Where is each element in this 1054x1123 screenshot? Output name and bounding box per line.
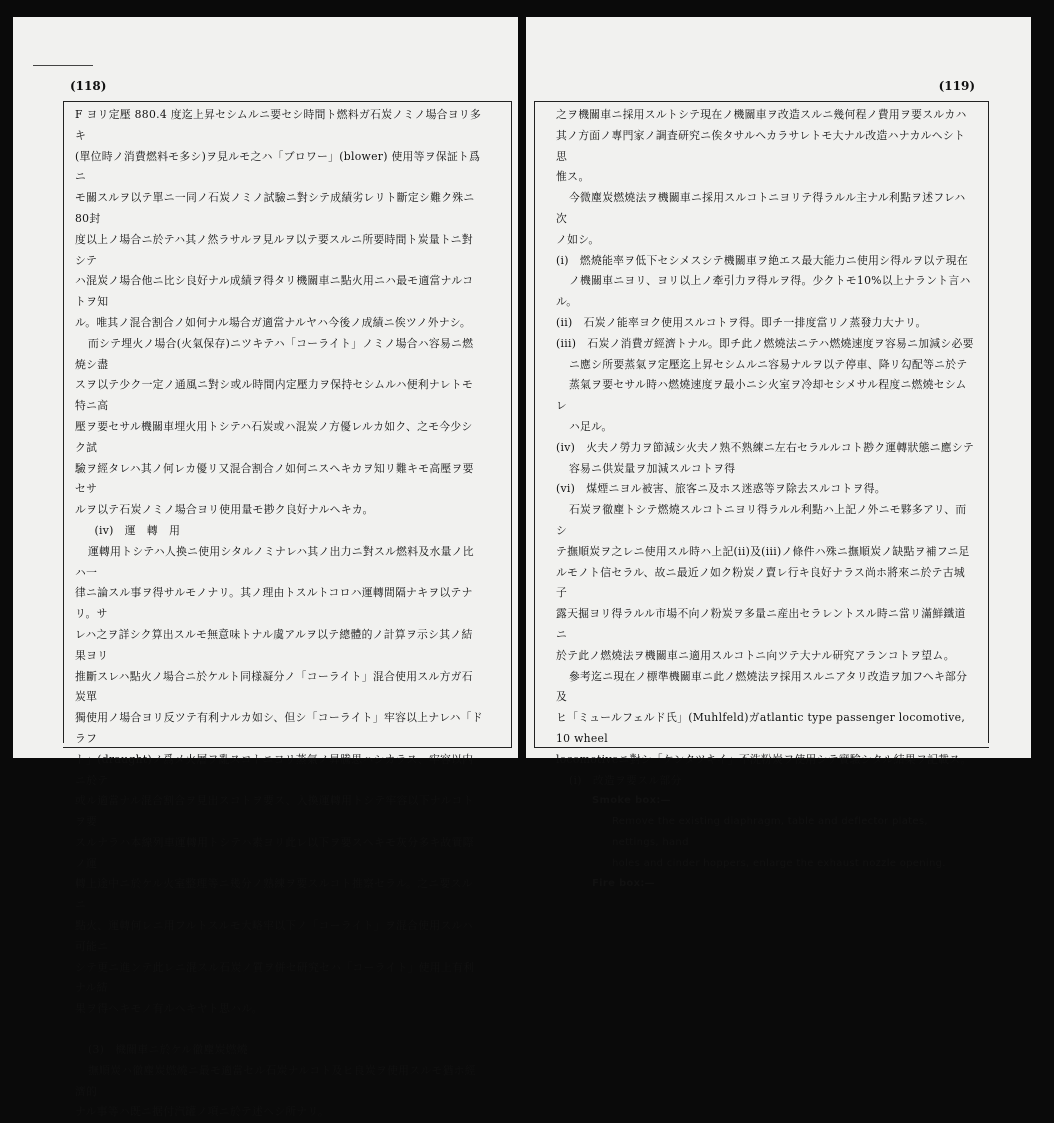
text-line: 獨使用ノ場合ヨリ反ツテ有利ナルカ如シ、但シ「コーライト」牢容以上ナレハ「ドラフ bbox=[75, 711, 483, 745]
text-line: 點火、運轉何レニ用フルトスルモ大略牢以下ノ「コーライト」ヲ混合使用スルハ可能ニ bbox=[75, 919, 473, 953]
text-line: 轉上途中ニ於ケル火室整理等ニ幾分ノ熟練ヲ要スルコト推察セラル。之ニ要スルニ bbox=[75, 877, 473, 912]
text-line: 撫順炭ハ徹塵炭燃燒ニ最モ適當セル石炭ナルコト及ヒ良炭ヲ使用スルモ猶ホ經濟的 bbox=[75, 1063, 476, 1098]
text-line: holes and cinder hoppers, enlarge the exhaust nozzle opening. bbox=[612, 857, 946, 869]
left-body-text bbox=[75, 105, 483, 1123]
text-line: F ヨリ定壓 880.4 度迄上昇セシムルニ要セシ時間ト燃料ガ石炭ノミノ場合ヨリ多キ bbox=[75, 108, 482, 142]
text-line: ノ如シ。 bbox=[556, 232, 600, 246]
page-number-right: (119) bbox=[938, 79, 975, 93]
text-line: (單位時ノ消費燃料モ多シ)ヲ見ルモ之ハ「ブロワー」(blower) 使用等ヲ保証ト爲ニ bbox=[75, 149, 481, 184]
section-heading: (iv) 運 轉 用 bbox=[94, 523, 181, 537]
list-item: (i) 燃燒能率ヲ低下セシメスシテ機關車ヲ絶エス最大能力ニ使用シ得ルヲ以テ現在 bbox=[556, 253, 968, 267]
text-line: レハ之ヲ詳シク算出スルモ無意味トナル虞アルヲ以テ總體的ノ計算ヲ示シ其ノ結果ヨリ bbox=[75, 627, 473, 662]
list-item: (ii) 石炭ノ能率ヨク使用スルコトヲ得。即チ一排度當リノ蒸發力大ナリ。 bbox=[556, 315, 927, 329]
right-body-text bbox=[556, 105, 976, 895]
subheading-fire-box: Fire box:— bbox=[592, 878, 655, 890]
text-line: シテ更ニ進ンテ此レニ混スル石炭ノ質ヲ併セ研究セハ「コーライト」使用上有利ナル結 bbox=[75, 960, 475, 995]
page-number-left: (118) bbox=[70, 79, 107, 93]
text-line: locomotiveニ對シ「ケンタツキイ」不洗粉炭ヲ使用シテ實驗シタル結果ヲ記載ス。 bbox=[556, 752, 972, 766]
text-line: 果ヲ得ヘキモノ有ルヘキヤト思ハル。 bbox=[75, 1002, 263, 1016]
text-line: モ關スルヲ以テ單ニ一同ノ石炭ノミノ試驗ニ對シテ成績劣レリト斷定シ難ク殊ニ80封 bbox=[75, 191, 475, 225]
text-line: ハ混炭ノ場合他ニ比シ良好ナル成績ヲ得タリ機關車ニ點火用ニハ最モ適當ナルコトヲ知 bbox=[75, 274, 474, 309]
right-page bbox=[526, 17, 1031, 890]
text-line: Remove the existing diaphragm, table and deflector plates, nettings, hand bbox=[612, 816, 928, 848]
subheading-smoke-box: Smoke box:— bbox=[592, 795, 671, 807]
margin-mark bbox=[33, 65, 93, 66]
text-line: ト」(draught)ノ爲メ火層ヲ亂スコトニヨリ蒸氣ノ昇騰思ハシカラス、牢容以内ニ於テ bbox=[75, 752, 474, 787]
text-line: ハ足ル。 bbox=[568, 419, 613, 433]
text-line: 或ル適當ナル混合割合ヲ見出スコトヲ要ス、入換運轉用トシテ牢容以下ナルコトヲ要 bbox=[75, 794, 474, 829]
text-line: ニ應シ所要蒸氣ヲ定壓迄上昇セシムルニ容易ナルヲ以テ停車、降リ勾配等ニ於テ bbox=[568, 357, 968, 371]
text-line: スルナラハ本線列車運轉用トシテハ素ヨリ此レ以下ヲ要スヘキモ灰分多キ故實際ノ運 bbox=[75, 835, 474, 870]
list-item: (iii) 石炭ノ消費ガ經濟トナル。即チ此ノ燃燒法ニテハ燃燒速度ヲ容易ニ加減シ必要 bbox=[556, 336, 974, 350]
text-line: ル。唯其ノ混合割合ノ如何ナル場合ガ適當ナルヤハ今後ノ成績ニ俟ツノ外ナシ。 bbox=[75, 315, 472, 329]
text-line: 運轉用トシテハ人換ニ使用シタルノミナレハ其ノ出力ニ對スル燃料及水量ノ比ハ一 bbox=[75, 544, 474, 579]
text-line: 石炭ヲ徹塵トシテ燃燒スルコトニヨリ得ラルル利點ハ上記ノ外ニモ夥多アリ、而シ bbox=[556, 503, 967, 537]
text-line: 參考迄ニ現在ノ標準機關車ニ此ノ燃燒法ヲ採用スルニアタリ改造ヲ加フヘキ部分及 bbox=[556, 669, 968, 704]
text-line: 之ヲ機關車ニ採用スルトシテ現在ノ機關車ヲ改造スルニ幾何程ノ費用ヲ要スルカハ bbox=[556, 108, 967, 121]
text-line: 蒸氣ヲ要セサル時ハ燃燒速度ヲ最小ニシ火室ヲ冷却セシメサル程度ニ燃燒セシムレ bbox=[556, 378, 967, 413]
text-line: 於テ此ノ燃燒法ヲ機關車ニ適用スルコトニ向ツテ大ナル研究アランコトヲ望ム。 bbox=[556, 648, 955, 662]
text-line: 律ニ論スル事ヲ得サルモノナリ。其ノ理由トスルトコロハ運轉間隔ナキヲ以テナリ。サ bbox=[75, 586, 473, 621]
text-line: 而シテ埋火ノ場合(火氣保存)ニツキテハ「コーライト」ノミノ場合ハ容易ニ燃焼シ盡 bbox=[75, 336, 474, 371]
text-line: 壓ヲ要セサル機關車埋火用トシテハ石炭或ハ混炭ノ方優レルカ如ク、之モ今少シク試 bbox=[75, 419, 473, 454]
text-line: 度以上ノ場合ニ於テハ其ノ然ラサルヲ見ルヲ以テ要スルニ所要時間ト炭量トニ對シテ bbox=[75, 232, 473, 267]
text-line: 驗ヲ經タレハ其ノ何レカ優リ又混合割合ノ如何ニスヘキカヲ知リ難キモ高壓ヲ要セサ bbox=[75, 461, 474, 496]
text-line: テ撫順炭ヲ之レニ使用スル時ハ上記(ii)及(iii)ノ條件ハ殊ニ撫順炭ノ缺點ヲ補フニ足 bbox=[556, 544, 970, 558]
text-line: ノ機關車ニヨリ、ヨリ以上ノ牽引力ヲ得ルヲ得。少クトモ10%以上ナラント言ハル。 bbox=[556, 274, 971, 309]
text-line: ルヲ以テ石炭ノミノ場合ヨリ使用量モ尠ク良好ナルヘキカ。 bbox=[75, 503, 374, 517]
text-line: 今微塵炭燃燒法ヲ機關車ニ採用スルコトニヨリテ得ラルル主ナル利點ヲ述フレハ次 bbox=[556, 191, 966, 225]
text-line: 推斷スレハ點火ノ場合ニ於ケルト同様凝分ノ「コーライト」混合使用スル方ガ石炭單 bbox=[75, 669, 473, 704]
text-line: 其ノ方面ノ專門家ノ調査研究ニ俟タサルヘカラサレトモ大ナル改造ハナカルヘシト思 bbox=[556, 128, 966, 163]
text-line: ナル事等ハ既ニ据付汽罐ノ項ニ於テ述ヘシ所ナリ。 bbox=[75, 1105, 330, 1119]
text-line: 惟ス。 bbox=[556, 170, 590, 184]
section-heading: (i) 改造ヲ要スル部分 bbox=[568, 773, 682, 787]
section-heading: (3) 機關車ニ於ケル徹塵炭燃燒 bbox=[87, 1043, 248, 1057]
text-line: ヒ「ミュールフェルド氏」(Muhlfeld)ガatlantic type passenger locomotive, 10 wheel bbox=[556, 711, 966, 745]
list-item: (iv) 火夫ノ勞力ヲ節減シ火夫ノ熟不熟練ニ左右セラルルコト尠ク運轉狀態ニ應シテ bbox=[556, 440, 975, 454]
text-line: 容易ニ供炭量ヲ加減スルコトヲ得 bbox=[568, 461, 736, 475]
left-page bbox=[13, 17, 518, 1119]
list-item: (vi) 煤煙ニヨル被害、旅客ニ及ホス迷惑等ヲ除去スルコトヲ得。 bbox=[556, 482, 886, 496]
text-line: 露天掘ヨリ得ラルル市場不向ノ粉炭ヲ多量ニ産出セラレントスル時ニ當リ滿鮮鐵道ニ bbox=[556, 607, 966, 641]
text-line: ルモノト信セラル、故ニ最近ノ如ク粉炭ノ賣レ行キ良好ナラス尚ホ將來ニ於テ古城子 bbox=[556, 565, 965, 600]
text-line: スヲ以テ少ク一定ノ通風ニ對シ或ル時間内定壓力ヲ保持セシムルハ便利ナレトモ特ニ高 bbox=[75, 378, 474, 413]
frame-rule-left bbox=[63, 101, 64, 743]
frame-rule-right bbox=[988, 101, 989, 743]
